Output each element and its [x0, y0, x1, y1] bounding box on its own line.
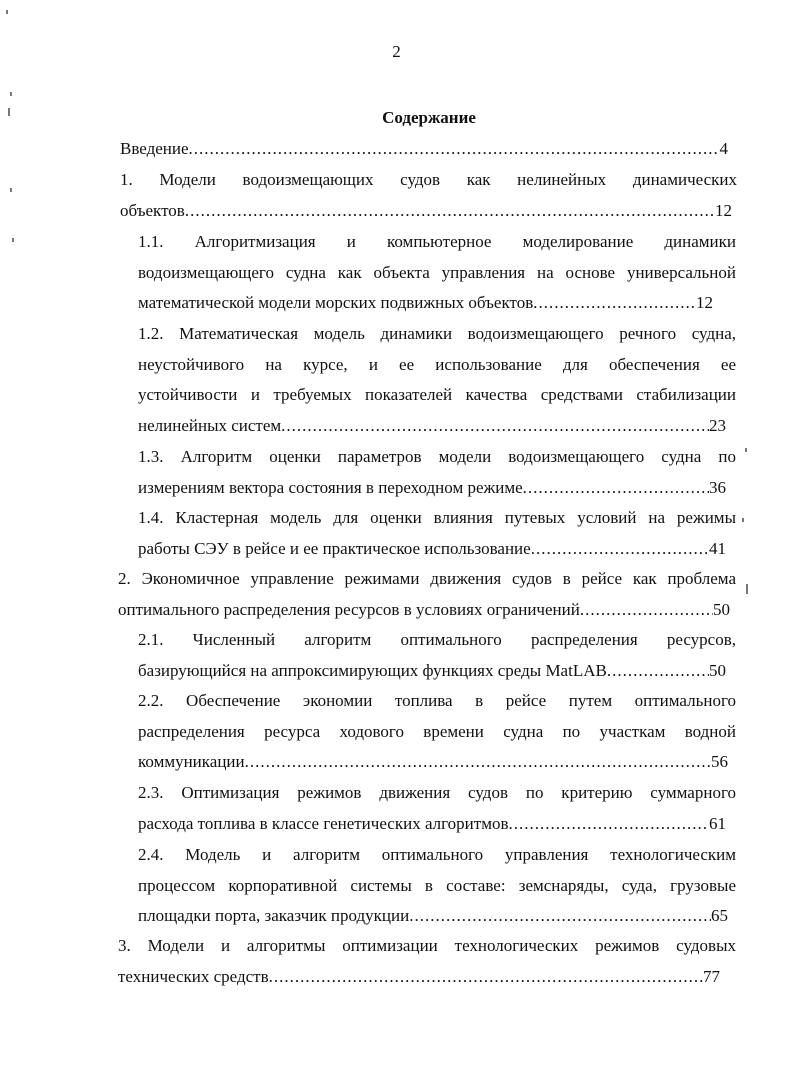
toc-entry-line: 2.3. Оптимизация режимов движения судов по критерию суммарного [138, 783, 736, 802]
toc-entry-line: 2.4. Модель и алгоритм оптимального управления технологическим [138, 845, 736, 864]
toc-leader-dots [189, 134, 720, 165]
toc-title: Содержание [382, 108, 476, 127]
toc-page-number: 12 [715, 200, 732, 220]
toc-leader-dots [185, 196, 715, 227]
toc-entry-line: процессом корпоративной системы в составе: земснаряды, суда, грузовые [138, 875, 736, 895]
toc-entry-line: 2.2. Обеспечение экономии топлива в рейсе путем оптимального [138, 691, 736, 710]
toc-leader-dots [509, 809, 710, 840]
scan-speck [8, 108, 10, 116]
toc-entry-line: 1.1. Алгоритмизация и компьютерное моделирование динамики [138, 232, 736, 251]
toc-entry-line: водоизмещающего судна как объекта управления на основе универсальной [138, 262, 736, 282]
toc-entry-chapter-2 [118, 564, 736, 625]
toc-entry-text: Введение [120, 139, 189, 158]
toc-entry-line: 3. Модели и алгоритмы оптимизации технологических режимов судовых [118, 936, 736, 955]
toc-page-number: 65 [711, 906, 728, 925]
toc-leader-dots [580, 595, 713, 626]
toc-entry-text: нелинейных систем [138, 415, 282, 435]
toc-page-number: 36 [709, 477, 726, 497]
toc-entry-text: коммуникации [138, 752, 245, 771]
toc-entry-line: 1.3. Алгоритм оценки параметров модели водоизмещающего судна по [138, 447, 736, 466]
scan-speck [746, 584, 748, 594]
toc-entry-section-2-3 [138, 778, 736, 839]
toc-entry-text: расхода топлива в классе генетических алгоритмов [138, 813, 509, 833]
toc-entry-line: 2. Экономичное управление режимами движения судов в рейсе как проблема [118, 569, 736, 588]
scan-speck [745, 448, 747, 452]
toc-entry-text: объектов [120, 200, 185, 220]
toc-entry-chapter-1 [120, 165, 737, 226]
toc-leader-dots [607, 656, 709, 687]
toc-page-number: 41 [709, 538, 726, 558]
toc-page-number: 4 [719, 139, 728, 158]
toc-entry-section-1-1 [138, 227, 736, 319]
toc-entry-text: измерениям вектора состояния в переходном режиме [138, 477, 523, 497]
toc-entry-line: неустойчивого на курсе, и ее использование для обеспечения ее [138, 354, 736, 374]
toc-leader-dots [281, 411, 709, 442]
toc-entry-text: базирующийся на аппроксимирующих функциях среды MatLAB [138, 660, 607, 680]
toc-leader-dots [533, 288, 696, 319]
toc-page-number: 50 [709, 660, 726, 680]
toc-entry-section-1-3 [138, 442, 736, 503]
toc-page-number: 61 [709, 813, 726, 833]
toc-entry-text: оптимального распределения ресурсов в условиях ограничений [118, 599, 580, 619]
toc-entry-section-1-4 [138, 503, 736, 564]
toc-page-number: 50 [713, 599, 730, 619]
scan-speck [742, 518, 744, 522]
toc-leader-dots [409, 901, 711, 932]
toc-entry-text: математической модели морских подвижных объектов [138, 293, 534, 312]
toc-leader-dots [269, 962, 703, 993]
toc-entry-introduction [120, 134, 728, 165]
toc-entry-section-2-4 [138, 840, 736, 932]
toc-entry-section-2-2 [138, 686, 736, 778]
toc-page-number: 12 [696, 293, 713, 312]
toc-page-number: 56 [711, 752, 728, 771]
toc-entry-line: 2.1. Численный алгоритм оптимального распределения ресурсов, [138, 630, 736, 649]
toc-entry-line: 1. Модели водоизмещающих судов как нелинейных динамических [120, 170, 737, 189]
toc-entry-line: 1.2. Математическая модель динамики водоизмещающего речного судна, [138, 324, 736, 343]
toc-entry-line: устойчивости и требуемых показателей качества средствами стабилизации [138, 385, 736, 404]
scan-speck [6, 10, 8, 14]
scan-speck [10, 188, 12, 192]
toc-leader-dots [531, 534, 709, 565]
toc-entry-text: технических средств [118, 966, 269, 986]
toc-leader-dots [245, 747, 711, 778]
scan-speck [10, 92, 12, 96]
toc-entry-line: 1.4. Кластерная модель для оценки влияния путевых условий на режимы [138, 508, 736, 527]
toc-entry-chapter-3 [118, 931, 736, 992]
page-number: 2 [392, 42, 401, 61]
toc-entry-section-2-1 [138, 625, 736, 686]
toc-entry-text: работы СЭУ в рейсе и ее практическое использование [138, 538, 531, 558]
toc-leader-dots [523, 473, 709, 504]
toc-page-number: 77 [703, 966, 720, 986]
toc-entry-section-1-2 [138, 319, 736, 441]
scan-speck [12, 238, 14, 242]
toc-entry-line: распределения ресурса ходового времени судна по участкам водной [138, 721, 736, 741]
toc-page-number: 23 [709, 415, 726, 435]
toc-entry-text: площадки порта, заказчик продукции [138, 906, 410, 925]
